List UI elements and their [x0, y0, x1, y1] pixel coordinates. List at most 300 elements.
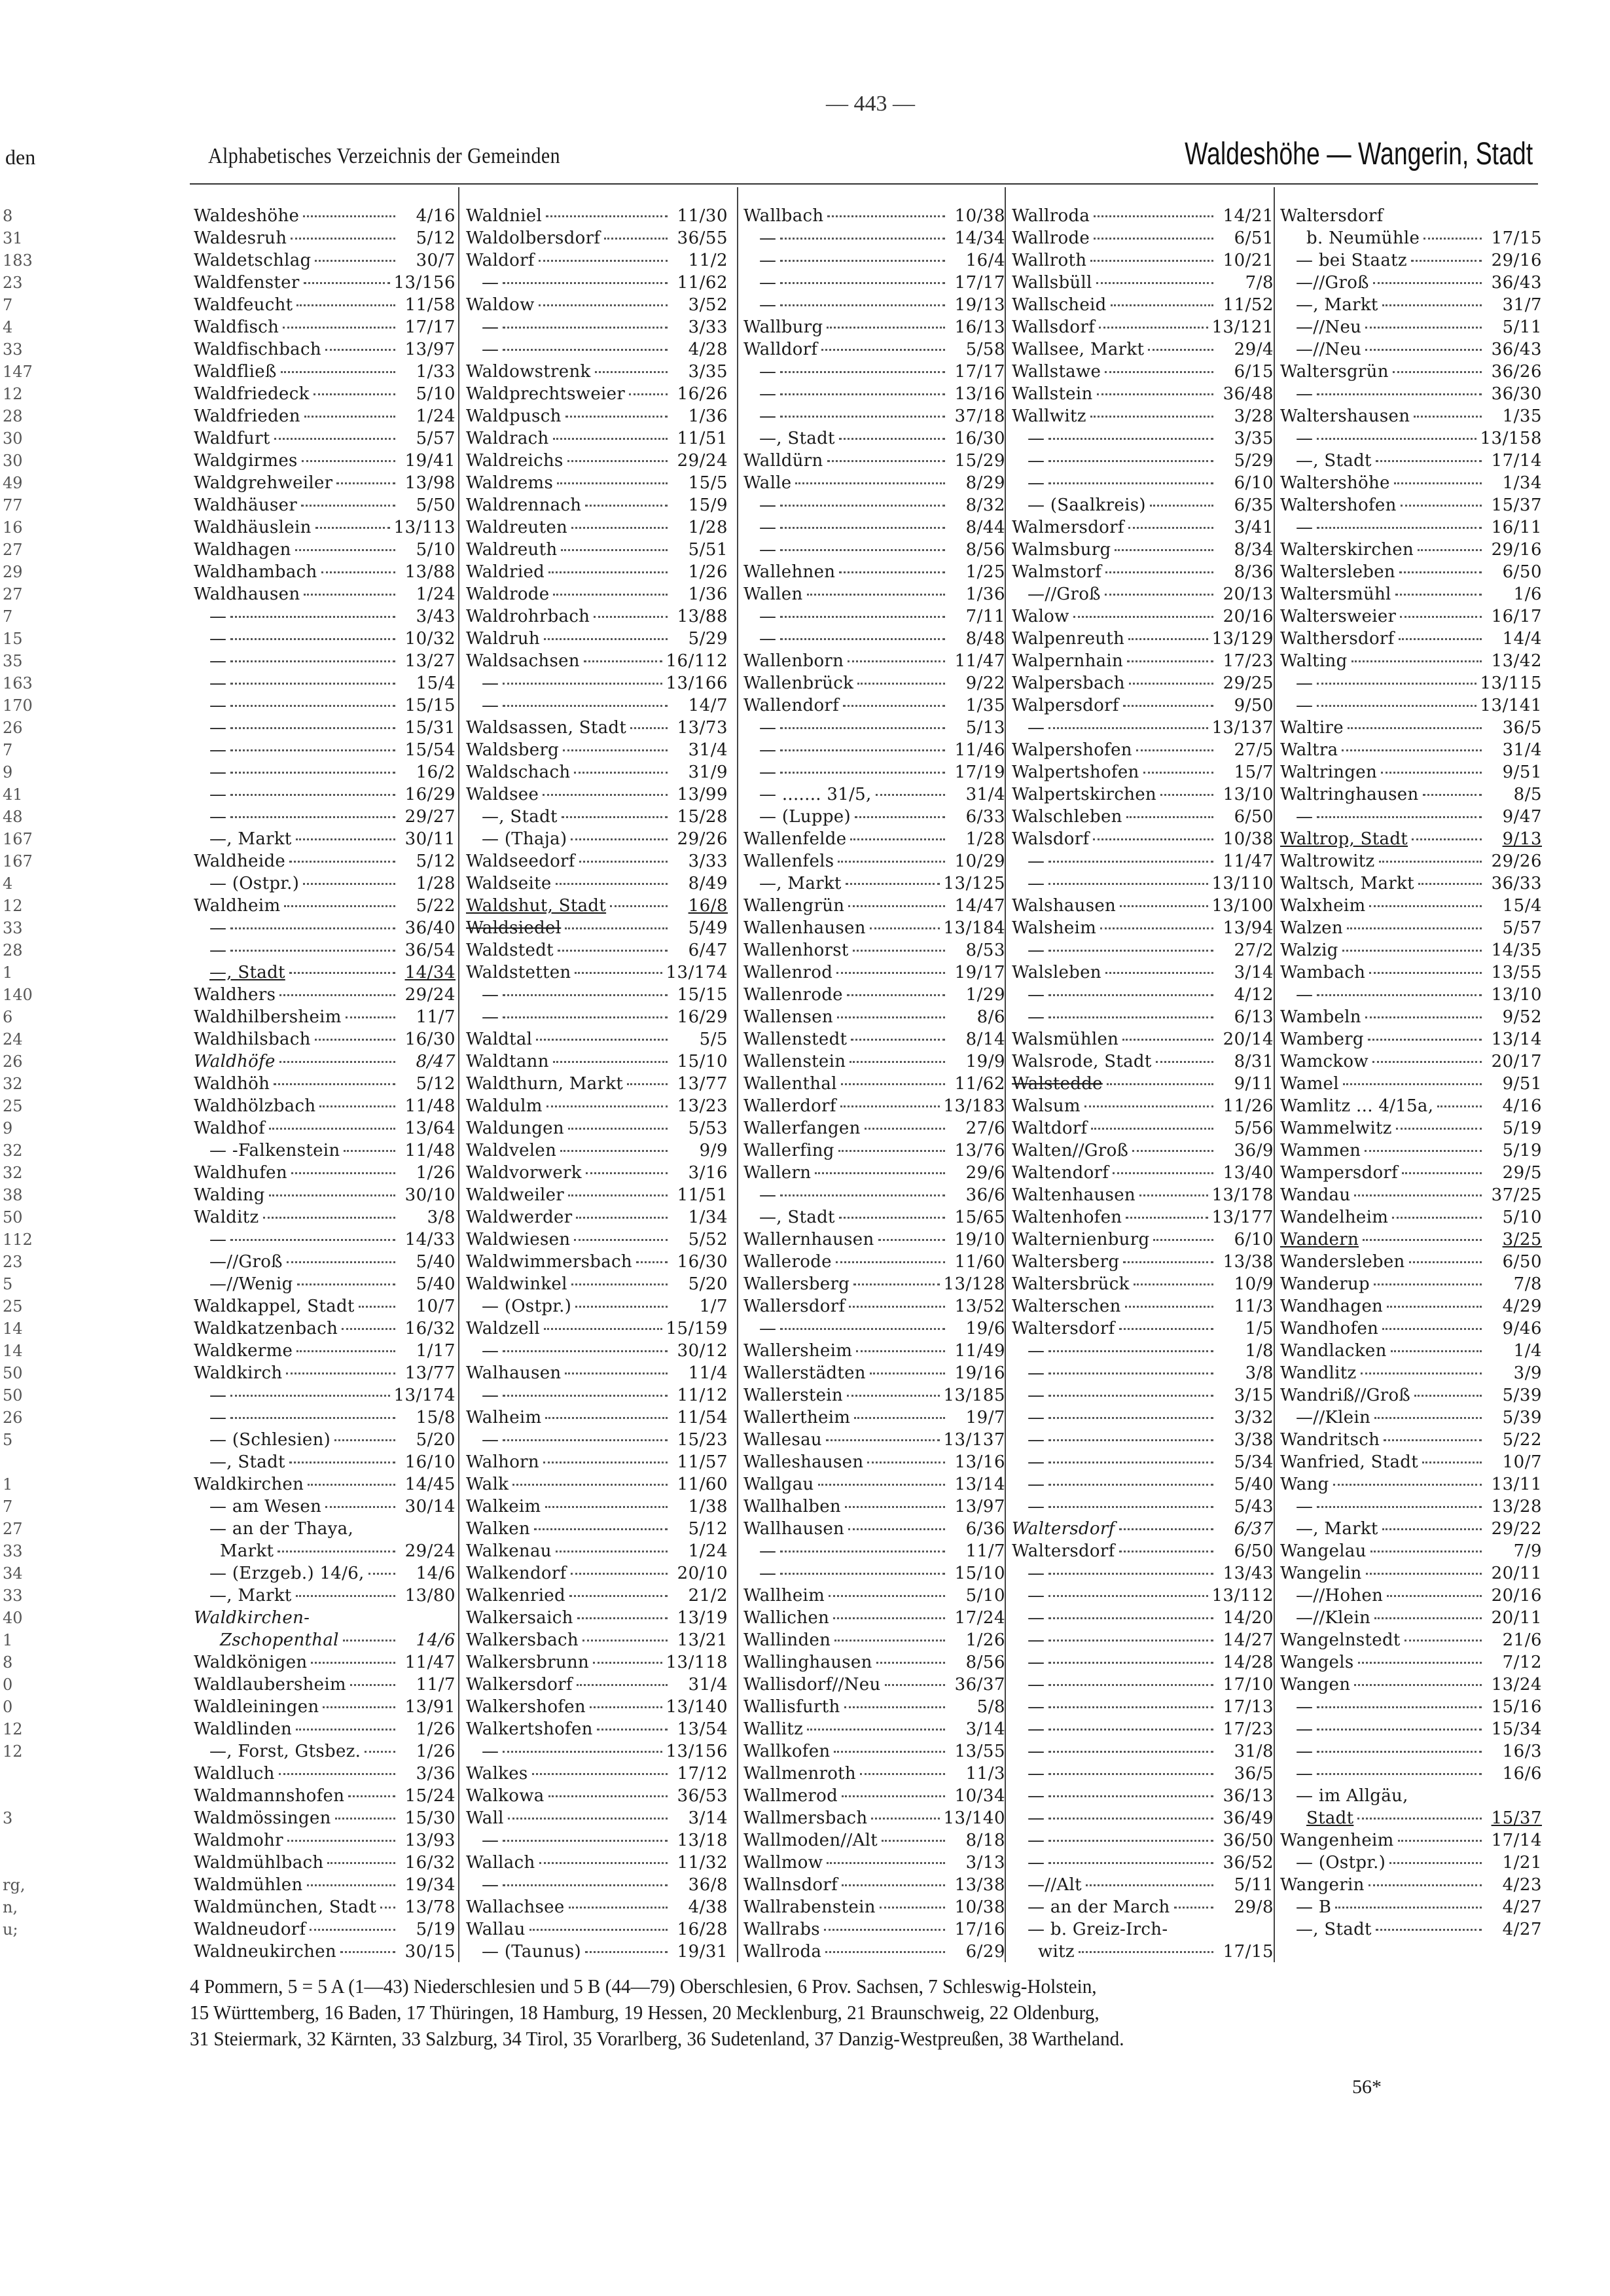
entry-reference: 1/26: [965, 1630, 1005, 1650]
entry-reference: 13/52: [954, 1297, 1005, 1316]
dot-leader: [1387, 1306, 1482, 1308]
entry-reference: 29/27: [404, 807, 456, 827]
index-entry: [194, 961, 456, 984]
index-entry: [1280, 1896, 1542, 1918]
dot-leader: [315, 1039, 395, 1041]
index-entry: [1280, 405, 1542, 427]
index-entry: [743, 761, 1005, 783]
entry-name: Walternienburg: [1012, 1230, 1150, 1249]
entry-reference: 8/44: [965, 518, 1005, 537]
dot-leader: [289, 1462, 395, 1463]
index-entry: [743, 561, 1005, 583]
dot-leader: [503, 683, 662, 685]
entry-name: Wandhofen: [1280, 1319, 1379, 1338]
entry-reference: 19/9: [965, 1052, 1005, 1071]
index-entry: [466, 628, 728, 650]
entry-name: —: [209, 1230, 227, 1249]
index-entry: [1012, 984, 1274, 1006]
index-entry: [194, 583, 456, 605]
entry-name: Waldgirmes: [194, 451, 298, 471]
dot-leader: [584, 660, 662, 662]
entry-name: Wandern: [1280, 1230, 1359, 1249]
dot-leader: [544, 638, 668, 640]
entry-reference: 11/60: [954, 1252, 1005, 1272]
dot-leader: [230, 638, 395, 640]
dot-leader: [325, 1506, 395, 1508]
entry-name: Waldhölzbach: [194, 1096, 316, 1116]
margin-fragment: 23: [3, 274, 23, 292]
index-entry: [466, 1696, 728, 1718]
entry-name: —: [482, 1831, 499, 1850]
entry-name: Walkes: [466, 1764, 528, 1784]
dot-leader: [568, 1194, 668, 1196]
entry-reference: 5/53: [688, 1119, 728, 1138]
dot-leader: [296, 1350, 395, 1352]
dot-leader: [1048, 438, 1213, 440]
index-entry: [743, 1896, 1005, 1918]
dot-leader: [1317, 1706, 1482, 1708]
entry-name: —: [209, 762, 227, 782]
index-entry: [1012, 205, 1274, 227]
dot-leader: [1048, 1462, 1213, 1463]
entry-reference: 16/29: [404, 785, 456, 804]
dot-leader: [878, 1239, 945, 1241]
entry-reference: 3/16: [688, 1163, 728, 1183]
entry-name: Wallmenroth: [743, 1764, 856, 1784]
dot-leader: [821, 349, 945, 351]
entry-reference: 11/2: [688, 251, 728, 270]
entry-name: Walpernhain: [1012, 651, 1124, 671]
index-entry: [1012, 249, 1274, 272]
index-entry: [1012, 1184, 1274, 1206]
entry-reference: 17/13: [1223, 1697, 1274, 1717]
header-rule: [190, 183, 1538, 185]
dot-leader: [279, 994, 395, 996]
entry-reference: 6/50: [1502, 1252, 1542, 1272]
index-entry: [743, 1073, 1005, 1095]
dot-leader: [826, 1439, 940, 1441]
entry-name: Wangenheim: [1280, 1831, 1394, 1850]
index-entry: [1280, 316, 1542, 338]
entry-name: Wallnsdorf: [743, 1875, 838, 1895]
entry-name: —: [1296, 518, 1314, 537]
dot-leader: [577, 1684, 668, 1686]
dot-leader: [545, 1417, 668, 1419]
entry-reference: 8/56: [965, 540, 1005, 560]
index-entry: [194, 717, 456, 739]
entry-reference: 27/6: [965, 1119, 1005, 1138]
dot-leader: [365, 1751, 395, 1753]
entry-reference: 31/7: [1502, 295, 1542, 315]
entry-reference: 5/49: [688, 918, 728, 938]
dot-leader: [844, 1706, 945, 1708]
entry-name: —: [209, 785, 227, 804]
entry-name: —//Groß: [1028, 584, 1101, 604]
entry-name: Wallinghausen: [743, 1653, 872, 1672]
dot-leader: [1048, 1595, 1208, 1597]
entry-reference: 13/10: [1223, 785, 1274, 804]
entry-name: Wamel: [1280, 1074, 1339, 1094]
index-entry: [743, 583, 1005, 605]
entry-name: — (Thaja): [482, 829, 567, 849]
dot-leader: [307, 1884, 395, 1886]
dot-leader: [855, 816, 945, 818]
entry-name: Wallenrode: [743, 985, 843, 1005]
entry-name: Wallmoden//Alt: [743, 1831, 878, 1850]
entry-name: Waltersdorf: [1012, 1519, 1115, 1539]
entry-name: Waltringhausen: [1280, 785, 1419, 804]
entry-name: Wallhalben: [743, 1497, 841, 1516]
margin-fragment: 5: [3, 1275, 13, 1293]
index-entry: [743, 405, 1005, 427]
entry-name: Waldsassen, Stadt: [466, 718, 627, 738]
dot-leader: [780, 505, 945, 507]
index-entry: [743, 1095, 1005, 1117]
entry-name: Waldhöfe: [194, 1052, 276, 1071]
entry-reference: 17/10: [1223, 1675, 1274, 1695]
entry-name: Waldreichs: [466, 451, 564, 471]
index-entry: [194, 249, 456, 272]
dot-leader: [842, 1884, 945, 1886]
entry-reference: 1/6: [1513, 584, 1542, 604]
entry-name: Waldvelen: [466, 1141, 557, 1160]
entry-name: Waldfeucht: [194, 295, 293, 315]
index-entry: [1012, 583, 1274, 605]
index-entry: [743, 249, 1005, 272]
dot-leader: [780, 638, 945, 640]
entry-name: —: [1028, 1742, 1045, 1761]
dot-leader: [780, 393, 945, 395]
entry-reference: 5/19: [416, 1920, 456, 1939]
index-entry: [194, 361, 456, 383]
entry-reference: 15/8: [416, 1408, 456, 1427]
margin-fragment: 15: [3, 630, 23, 648]
index-entry: [743, 1874, 1005, 1896]
entry-name: —, Stadt: [1296, 451, 1372, 471]
index-entry: [743, 1162, 1005, 1184]
entry-name: Waldstetten: [466, 963, 571, 982]
margin-fragment: 4: [3, 318, 13, 336]
entry-reference: 9/13: [1502, 829, 1542, 849]
index-entry: [743, 872, 1005, 895]
entry-name: —: [482, 1430, 499, 1450]
index-entry: [1280, 1607, 1542, 1629]
index-entry: [743, 1251, 1005, 1273]
entry-name: Waldkirchen-: [194, 1608, 310, 1628]
entry-reference: 16/28: [677, 1920, 728, 1939]
index-entry: [194, 850, 456, 872]
entry-name: Waldrode: [466, 584, 550, 604]
entry-reference: 11/57: [677, 1452, 728, 1472]
entry-name: Waldgrehweiler: [194, 473, 333, 493]
entry-reference: 17/19: [954, 762, 1005, 782]
dot-leader: [289, 861, 395, 863]
entry-reference: 11/12: [677, 1386, 728, 1405]
entry-reference: 29/16: [1491, 251, 1542, 270]
index-column-1: [194, 205, 456, 1963]
dot-leader: [503, 282, 668, 284]
dot-leader: [1398, 1840, 1482, 1842]
index-entry: [743, 361, 1005, 383]
entry-name: —: [1028, 1831, 1045, 1850]
entry-name: —: [209, 718, 227, 738]
dot-leader: [1128, 527, 1213, 529]
index-entry: [1012, 1696, 1274, 1718]
dot-leader: [1126, 816, 1213, 818]
entry-name: — an der March: [1028, 1897, 1170, 1917]
index-entry: [194, 1585, 456, 1607]
index-entry: [466, 227, 728, 249]
dot-leader: [321, 571, 395, 573]
entry-name: —: [759, 295, 777, 315]
entry-reference: 27/2: [1234, 941, 1274, 960]
entry-reference: 10/9: [1234, 1274, 1274, 1294]
entry-reference: 17/15: [1223, 1942, 1274, 1962]
index-entry: [1012, 1740, 1274, 1763]
entry-reference: 1/17: [416, 1341, 456, 1361]
dot-leader: [807, 1729, 945, 1731]
index-entry: [1012, 1674, 1274, 1696]
dot-leader: [833, 1617, 945, 1619]
dot-leader: [548, 1795, 668, 1797]
entry-reference: 1/34: [1502, 473, 1542, 493]
entry-name: Wallrabs: [743, 1920, 820, 1939]
index-entry: [1012, 1718, 1274, 1740]
index-entry: [1012, 539, 1274, 561]
index-entry: [1012, 739, 1274, 761]
dot-leader: [1394, 482, 1482, 484]
entry-reference: 1/21: [1502, 1853, 1542, 1873]
entry-name: Waldorf: [466, 251, 535, 270]
entry-reference: 13/11: [1491, 1475, 1542, 1494]
dot-leader: [1374, 1617, 1482, 1619]
dot-leader: [1127, 660, 1213, 662]
entry-name: Walshausen: [1012, 896, 1117, 916]
dot-leader: [1048, 1662, 1213, 1664]
margin-fragment: 7: [3, 741, 13, 759]
index-entry: [1012, 650, 1274, 672]
index-entry: [1280, 806, 1542, 828]
index-entry: [1280, 694, 1542, 717]
index-entry: [1280, 1273, 1542, 1295]
entry-reference: 9/52: [1502, 1007, 1542, 1027]
dot-leader: [1395, 594, 1482, 596]
margin-fragment: 33: [3, 1542, 23, 1560]
entry-reference: 8/47: [416, 1052, 456, 1071]
index-entry: [466, 917, 728, 939]
entry-name: Wallgau: [743, 1475, 814, 1494]
entry-name: Wallinden: [743, 1630, 831, 1650]
entry-reference: 13/21: [677, 1630, 728, 1650]
entry-name: Wallersheim: [743, 1341, 853, 1361]
entry-name: Wallenhorst: [743, 941, 849, 960]
dot-leader: [301, 505, 395, 507]
entry-reference: 11/32: [677, 1853, 728, 1873]
entry-reference: 16/17: [1491, 607, 1542, 626]
index-entry: [743, 739, 1005, 761]
entry-name: —//Neu: [1296, 317, 1362, 337]
margin-fragment: 8: [3, 207, 13, 225]
index-entry: [743, 1139, 1005, 1162]
dot-leader: [1365, 349, 1482, 351]
index-entry: [743, 1340, 1005, 1362]
entry-reference: 11/48: [404, 1096, 456, 1116]
entry-reference: 6/29: [965, 1942, 1005, 1962]
entry-reference: 11/46: [954, 740, 1005, 760]
margin-fragment: 27: [3, 585, 23, 603]
entry-name: —: [1028, 1764, 1045, 1784]
index-entry: [743, 205, 1005, 227]
index-entry: [466, 1852, 728, 1874]
index-entry: [194, 1139, 456, 1162]
dot-leader: [287, 1261, 395, 1263]
entry-name: Waldmössingen: [194, 1808, 331, 1828]
entry-name: Walmersdorf: [1012, 518, 1124, 537]
dot-leader: [780, 238, 945, 240]
entry-name: —: [1028, 1608, 1045, 1628]
entry-name: Waltershausen: [1280, 406, 1410, 426]
margin-fragment: 41: [3, 785, 23, 804]
entry-reference: 14/35: [1491, 941, 1542, 960]
index-entry: [194, 1162, 456, 1184]
entry-reference: 15/34: [1491, 1719, 1542, 1739]
dot-leader: [1048, 994, 1213, 996]
entry-reference: 36/55: [677, 228, 728, 248]
dot-leader: [780, 304, 945, 306]
entry-name: Waldrems: [466, 473, 554, 493]
index-entry: [1012, 605, 1274, 628]
dot-leader: [1365, 1016, 1482, 1018]
entry-name: Wallichen: [743, 1608, 830, 1628]
entry-reference: 1/5: [1245, 1319, 1274, 1338]
entry-name: Walzig: [1280, 941, 1338, 960]
entry-name: —: [1028, 1497, 1045, 1516]
index-entry: [1012, 1785, 1274, 1807]
entry-name: Waldheide: [194, 852, 286, 871]
index-entry: [466, 583, 728, 605]
dot-leader: [1148, 349, 1213, 351]
margin-fragment: 0: [3, 1698, 13, 1716]
entry-name: Waldseite: [466, 874, 552, 893]
entry-name: Wamlitz ... 4/15a,: [1280, 1096, 1434, 1116]
entry-reference: 1/24: [416, 584, 456, 604]
index-entry: [1012, 561, 1274, 583]
index-entry: [1012, 1496, 1274, 1518]
dot-leader: [827, 327, 945, 329]
index-entry: [1012, 1384, 1274, 1407]
margin-fragment: 1: [3, 963, 13, 982]
margin-fragment: 167: [3, 852, 33, 870]
dot-leader: [1399, 638, 1482, 640]
dot-leader: [1073, 616, 1213, 618]
index-entry: [1280, 516, 1542, 539]
dot-leader: [836, 972, 945, 974]
dot-leader: [1126, 1217, 1208, 1219]
entry-name: —: [759, 540, 777, 560]
dot-leader: [1048, 1372, 1213, 1374]
index-entry: [743, 1807, 1005, 1829]
index-entry: [194, 1496, 456, 1518]
entry-reference: 5/39: [1502, 1386, 1542, 1405]
entry-reference: 36/26: [1491, 362, 1542, 382]
entry-name: Walkowa: [466, 1786, 545, 1806]
dot-leader: [571, 1573, 668, 1575]
entry-name: Wallmow: [743, 1853, 823, 1873]
entry-reference: 13/14: [954, 1475, 1005, 1494]
dot-leader: [579, 861, 668, 863]
entry-reference: 3/33: [688, 852, 728, 871]
entry-name: Waltersberg: [1012, 1252, 1120, 1272]
entry-name: —: [209, 673, 227, 693]
dot-leader: [296, 1595, 395, 1597]
entry-name: —: [759, 740, 777, 760]
dot-leader: [286, 1372, 395, 1374]
entry-reference: 15/37: [1491, 1808, 1542, 1828]
dot-leader: [1382, 304, 1482, 306]
margin-fragment: [3, 1829, 42, 1852]
entry-name: — B: [1296, 1897, 1332, 1917]
dot-leader: [1379, 861, 1482, 863]
entry-name: —, Stadt: [482, 807, 558, 827]
entry-name: Waldzell: [466, 1319, 541, 1338]
entry-reference: 13/94: [1223, 918, 1274, 938]
entry-reference: 15/30: [404, 1808, 456, 1828]
dot-leader: [1123, 705, 1213, 707]
dot-leader: [1365, 1150, 1482, 1152]
entry-name: Walow: [1012, 607, 1069, 626]
entry-reference: 15/10: [954, 1564, 1005, 1583]
index-entry: [194, 1206, 456, 1229]
entry-reference: 3/8: [427, 1208, 456, 1227]
entry-name: Wampersdorf: [1280, 1163, 1399, 1183]
margin-fragment: 29: [3, 563, 23, 581]
entry-reference: 14/4: [1502, 629, 1542, 649]
entry-reference: 3/43: [416, 607, 456, 626]
entry-reference: 10/32: [404, 629, 456, 649]
index-entry: [194, 1918, 456, 1941]
margin-fragment: 5: [3, 1431, 13, 1449]
entry-name: Wallstein: [1012, 384, 1093, 404]
index-entry: [1280, 1674, 1542, 1696]
index-entry: [1280, 494, 1542, 516]
entry-reference: 14/47: [954, 896, 1005, 916]
index-entry: [743, 850, 1005, 872]
entry-reference: 36/52: [1223, 1853, 1274, 1873]
dot-leader: [1392, 1217, 1482, 1219]
entry-name: —: [482, 273, 499, 293]
entry-reference: 1/36: [688, 406, 728, 426]
entry-name: Waldreuth: [466, 540, 558, 560]
dot-leader: [585, 505, 668, 507]
entry-reference: 3/14: [688, 1808, 728, 1828]
dot-leader: [1343, 1083, 1482, 1085]
index-entry: [1280, 1095, 1542, 1117]
entry-name: Waldstedt: [466, 941, 554, 960]
dot-leader: [557, 482, 668, 484]
index-entry: [466, 561, 728, 583]
entry-name: —: [209, 651, 227, 671]
index-entry: [1280, 227, 1542, 249]
entry-name: —: [1028, 1719, 1045, 1739]
index-column-3: [743, 205, 1005, 1963]
entry-name: —: [759, 273, 777, 293]
dot-leader: [315, 527, 390, 529]
dot-leader: [1105, 571, 1213, 573]
index-entry: [194, 1273, 456, 1295]
dot-leader: [1134, 1283, 1213, 1285]
entry-reference: 8/31: [1234, 1052, 1274, 1071]
entry-name: Waldhausen: [194, 584, 300, 604]
